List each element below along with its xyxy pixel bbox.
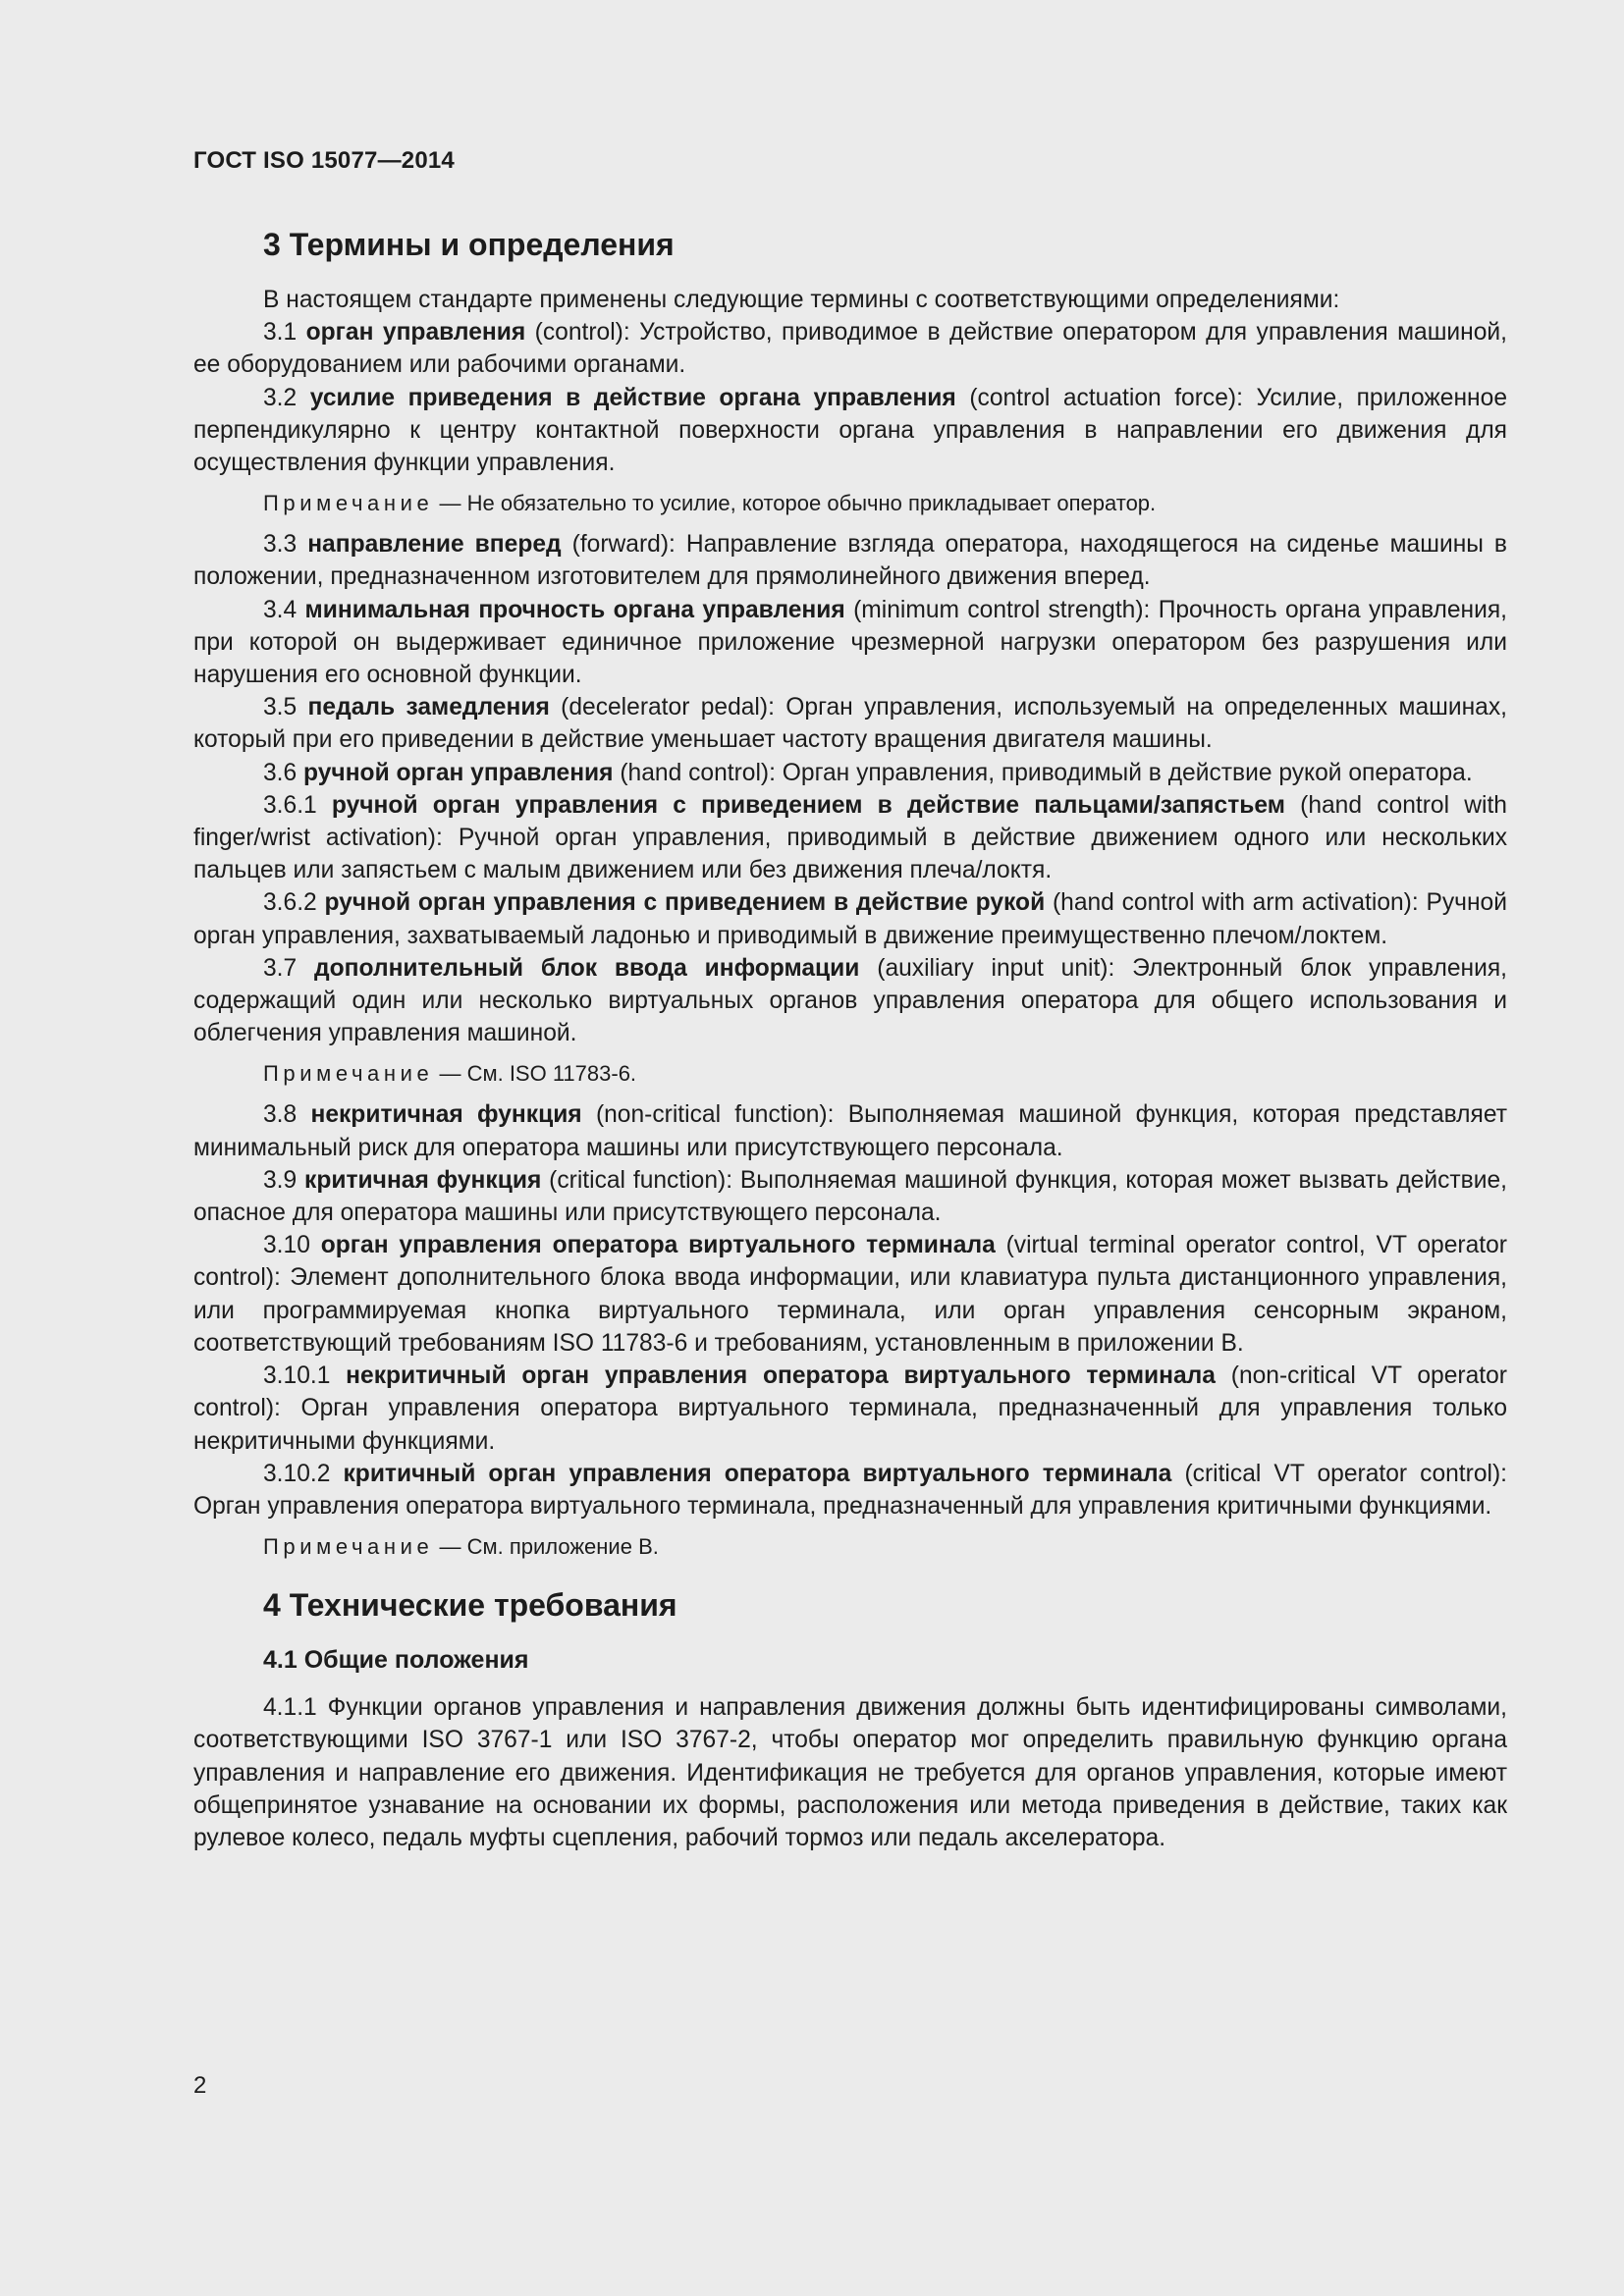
term-3-4: 3.4 минимальная прочность органа управления (minimum control strength): Прочность органа управления, при которой он выдерживает единичное приложение чрезмерной нагрузки оператором без разрушения или нарушения его основной функции. bbox=[193, 596, 1507, 689]
term-3-2: 3.2 усилие приведения в действие органа управления (control actuation force): Усилие, приложенное перпендикулярно к центру контактной поверхности органа управления в направлении его движения для осуществления функции управления. bbox=[193, 384, 1507, 477]
term-3-5: 3.5 педаль замедления (decelerator pedal): Орган управления, используемый на определенных машинах, который при его приведении в действие уменьшает частоту вращения двигателя машины. bbox=[193, 694, 1507, 754]
term-3-3: 3.3 направление вперед (forward): Направление взгляда оператора, находящегося на сиденье машины в положении, предназначенном изготовителем для прямолинейного движения вперед. bbox=[193, 531, 1508, 591]
term-3-8: 3.8 некритичная функция (non-critical function): Выполняемая машиной функция, которая представляет минимальный риск для оператора машины или присутствующего персонала. bbox=[193, 1101, 1507, 1161]
section-4-title: 4 Технические требования bbox=[263, 1587, 677, 1624]
term-3-6: 3.6 ручной орган управления (hand control): Орган управления, приводимый в действие рукой оператора. bbox=[263, 759, 1473, 786]
term-3-6-1: 3.6.1 ручной орган управления с приведением в действие пальцами/запястьем (hand control with finger/wrist activation): Ручной орган управления, приводимый в действие движением одного или нескольких пальцев или запястьем с малым движением или без движения плеча/локтя. bbox=[193, 791, 1507, 884]
page-content bbox=[193, 221, 1507, 1854]
note-3: Примечание — См. приложение В. bbox=[263, 1534, 659, 1560]
note-1: Примечание — Не обязательно то усилие, которое обычно прикладывает оператор. bbox=[263, 491, 1157, 516]
term-3-7: 3.7 дополнительный блок ввода информации (auxiliary input unit): Электронный блок управления, содержащий один или несколько виртуальных органов управления оператора для общего использования и облегчения управления машиной. bbox=[193, 954, 1507, 1047]
term-3-10: 3.10 орган управления оператора виртуального терминала (virtual terminal operator control, VT operator control): Элемент дополнительного блока ввода информации, или клавиатура пульта дистанционного управления, или программируемая кнопка виртуального терминала, или орган управления сенсорным экраном, соответствующий требованиям ISO 11783-6 и требованиям, установленным в приложении В. bbox=[193, 1232, 1507, 1357]
page-number: 2 bbox=[193, 2072, 207, 2099]
term-3-1: 3.1 орган управления (control): Устройство, приводимое в действие оператором для управления машиной, ее оборудованием или рабочими органами. bbox=[193, 319, 1507, 379]
note-2: Примечание — См. ISO 11783-6. bbox=[263, 1061, 637, 1087]
term-3-6-2: 3.6.2 ручной орган управления с приведением в действие рукой (hand control with arm activation): Ручной орган управления, захватываемый ладонью и приводимый в движение преимущественно плечом/локтем. bbox=[193, 889, 1507, 949]
section-3-title: 3 Термины и определения bbox=[263, 227, 675, 262]
term-3-10-1: 3.10.1 некритичный орган управления оператора виртуального терминала (non-critical VT operator control): Орган управления оператора виртуального терминала, предназначенный для управления только некритичными функциями. bbox=[193, 1362, 1507, 1455]
document-header: ГОСТ ISO 15077—2014 bbox=[193, 147, 455, 174]
paragraph-4-1-1: 4.1.1 Функции органов управления и направления движения должны быть идентифицированы символами, соответствующими ISO 3767-1 или ISO 3767-2, чтобы оператор мог определить правильную функцию органа управления и направление его движения. Идентификация не требуется для органов управления, которые имеют общепринятое узнавание на основании их формы, расположения или метода приведения в действие, таких как рулевое колесо, педаль муфты сцепления, рабочий тормоз или педаль акселератора. bbox=[193, 1694, 1507, 1851]
term-3-10-2: 3.10.2 критичный орган управления оператора виртуального терминала (critical VT operator control): Орган управления оператора виртуального терминала, предназначенный для управления критичными функциями. bbox=[193, 1460, 1507, 1520]
section-3-intro: В настоящем стандарте применены следующие термины с соответствующими определениями: bbox=[263, 287, 1340, 313]
section-4-1-title: 4.1 Общие положения bbox=[263, 1646, 529, 1675]
term-3-9: 3.9 критичная функция (critical function): Выполняемая машиной функция, которая может вызвать действие, опасное для оператора машины или присутствующего персонала. bbox=[193, 1166, 1507, 1227]
